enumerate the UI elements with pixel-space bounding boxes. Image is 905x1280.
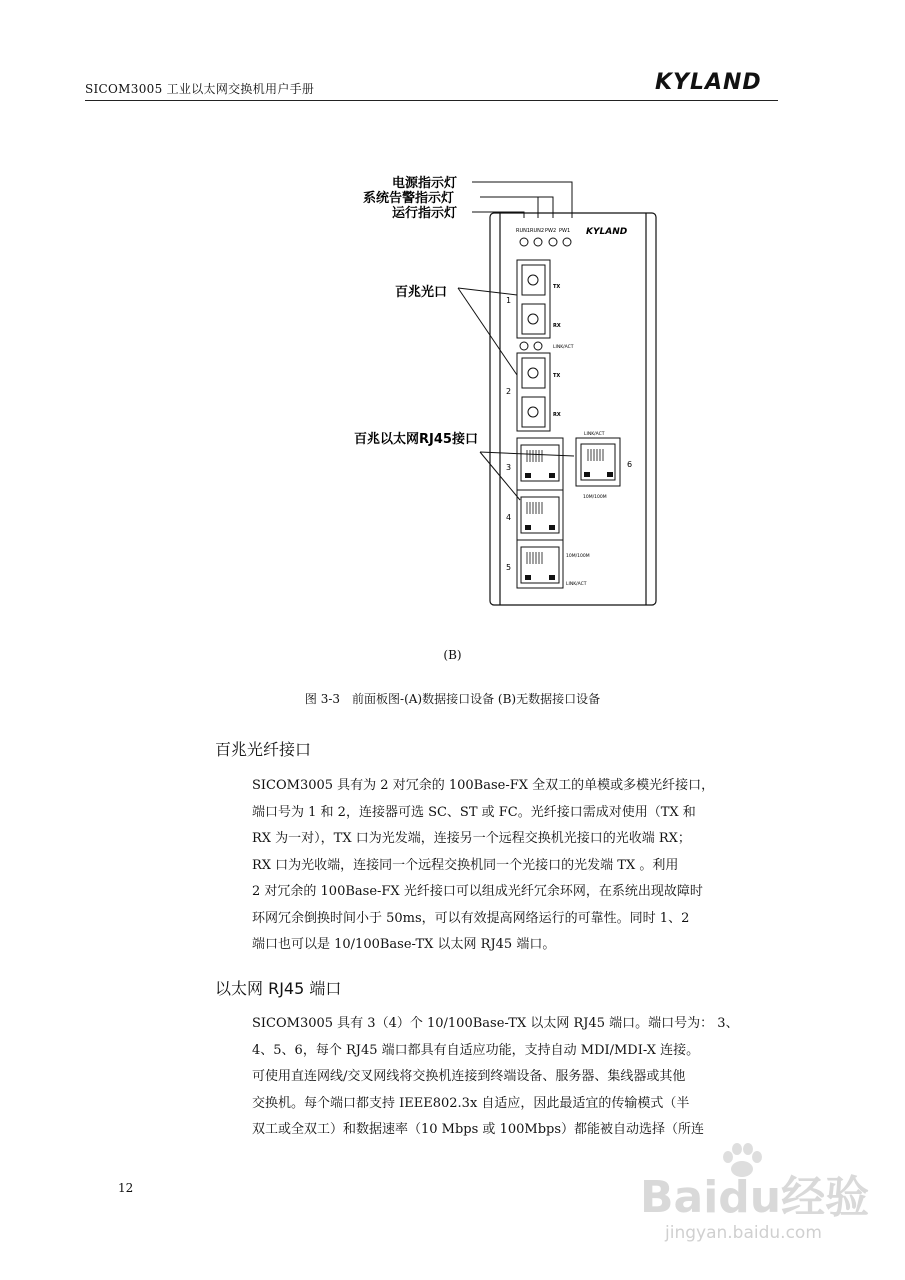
text-line: 端口也可以是 10/100Base-TX 以太网 RJ45 端口。 [252, 937, 556, 952]
page-number: 12 [118, 1181, 134, 1195]
kyland-logo: KYLAND [655, 70, 762, 95]
rj45-port-6 [576, 438, 620, 486]
link-act-label: LINK/ACT [584, 432, 605, 437]
port-number: 2 [506, 387, 512, 396]
port-number: 6 [627, 460, 633, 469]
text-line: SICOM3005 具有为 2 对冗余的 100Base-FX 全双工的单模或多模光纤接口， [252, 778, 715, 793]
link-act-label: LINK/ACT [553, 345, 574, 350]
text-line: SICOM3005 具有 3（4）个 10/100Base-TX 以太网 RJ45 端口。端口号为： 3、 [252, 1016, 739, 1031]
figure-sublabel: (B) [443, 648, 462, 662]
rj45-pins [588, 449, 603, 461]
callout-fiber: 百兆光口 [395, 285, 448, 300]
port-number: 4 [506, 513, 512, 522]
speed-label: 10M/100M [583, 495, 607, 500]
text-line: 双工或全双工）和数据速率（10 Mbps 或 100Mbps）都能被自动选择（所连 [252, 1122, 705, 1137]
rx-label: RX [553, 323, 561, 329]
section-heading-fiber: 百兆光纤接口 [215, 740, 312, 759]
text-line: 可使用直连网线/交叉网线将交换机连接到终端设备、服务器、集线器或其他 [252, 1069, 686, 1084]
panel-brand: KYLAND [586, 227, 628, 237]
led-label: PW1 [559, 228, 571, 234]
link-act-label: LINK/ACT [566, 582, 587, 587]
tx-label: TX [553, 373, 561, 379]
text-line: 交换机。每个端口都支持 IEEE802.3x 自适应，因此最适宜的传输模式（半 [252, 1095, 690, 1111]
rj45-leds [584, 472, 613, 477]
fiber-port-1 [517, 260, 550, 338]
callout-rj45: 百兆以太网RJ45接口 [354, 432, 478, 447]
watermark-url: jingyan.baidu.com [665, 1223, 822, 1243]
text-line: RX 为一对），TX 口为光发端，连接另一个远程交换机光接口的光收端 RX； [252, 831, 691, 846]
link-led [520, 342, 528, 350]
status-leds [520, 238, 571, 246]
port-number: 5 [506, 563, 512, 572]
text-line: 4、5、6，每个 RJ45 端口都具有自适应功能，支持自动 MDI/MDI-X 连接。 [252, 1042, 700, 1058]
fiber-port-2 [517, 353, 550, 431]
led-label: RUN1 [516, 228, 531, 234]
rj45-leds [525, 473, 555, 580]
figure-caption: 图 3-3 前面板图-(A)数据接口设备 (B)无数据接口设备 [304, 692, 601, 706]
front-panel-figure [340, 170, 660, 615]
section-heading-rj45: 以太网 RJ45 端口 [215, 979, 342, 998]
port-number: 1 [506, 296, 512, 305]
port-number: 3 [506, 463, 512, 472]
speed-label: 10M/100M [566, 554, 590, 559]
section-paragraph-fiber [252, 773, 778, 959]
baidu-watermark [640, 1145, 870, 1255]
header-divider [85, 100, 778, 101]
callout-power: 电源指示灯 [392, 176, 458, 191]
led-label-group [516, 228, 570, 234]
callout-run: 运行指示灯 [392, 206, 458, 221]
text-line: 端口号为 1 和 2，连接器可选 SC、ST 或 FC。光纤接口需成对使用（TX 和 [252, 804, 696, 820]
led-label: RUN2 [530, 228, 545, 234]
callout-alarm: 系统告警指示灯 [363, 191, 455, 206]
section-paragraph-rj45 [252, 1011, 778, 1144]
device-body [490, 213, 656, 605]
text-line: 2 对冗余的 100Base-FX 光纤接口可以组成光纤冗余环网，在系统出现故障时 [252, 884, 703, 899]
link-led [534, 342, 542, 350]
led-label: PW2 [545, 228, 557, 234]
rx-label: RX [553, 412, 561, 418]
watermark-brand: Baidu经验 [640, 1172, 870, 1223]
text-line: RX 口为光收端，连接同一个远程交换机同一个光接口的光发端 TX 。利用 [252, 857, 679, 873]
tx-label: TX [553, 284, 561, 290]
text-line: 环网冗余倒换时间小于 50ms，可以有效提高网络运行的可靠性。同时 1、2 [252, 910, 690, 926]
rj45-stack [517, 438, 563, 588]
header-title: SICOM3005 工业以太网交换机用户手册 [85, 82, 315, 96]
